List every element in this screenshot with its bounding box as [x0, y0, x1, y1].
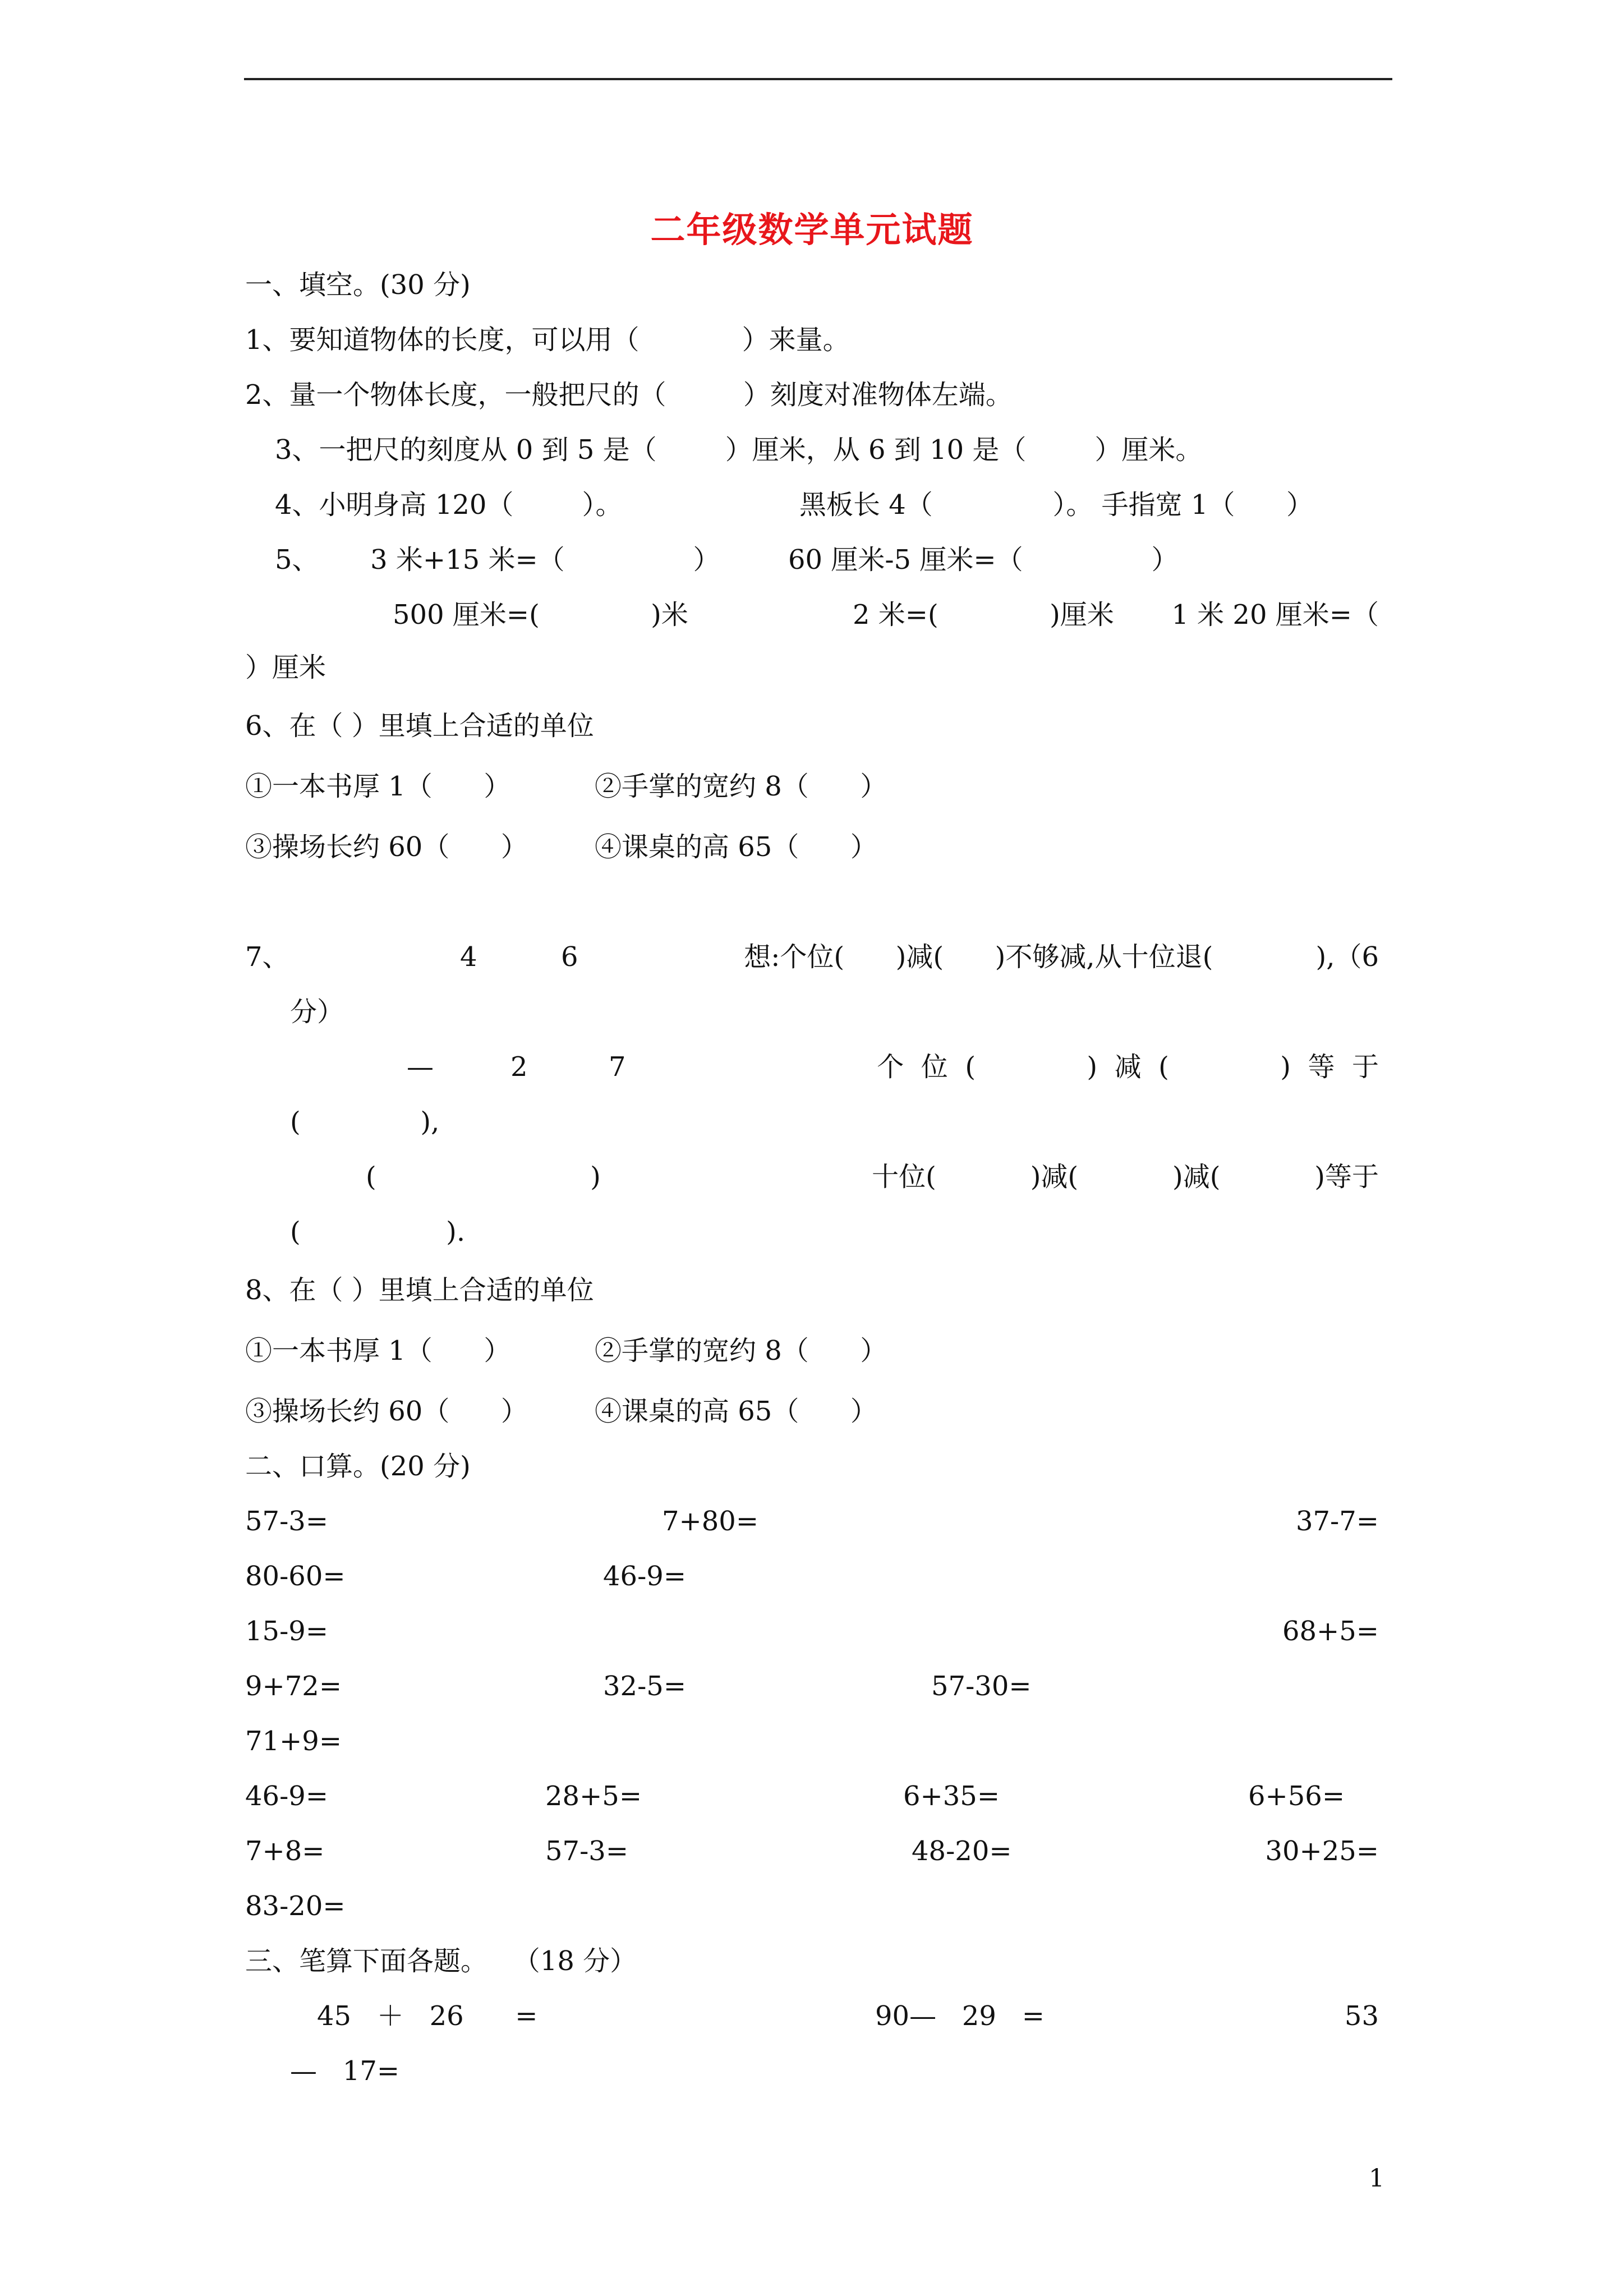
- section3-heading: 三、笔算下面各题。 （18 分）: [245, 1945, 637, 1977]
- calc-item: 48-20=: [912, 1835, 1012, 1867]
- q7-minus-sign: —: [407, 1051, 434, 1083]
- calc-item: 32-5=: [603, 1671, 687, 1702]
- written-calc-2: 90— 29 =: [875, 2000, 1045, 2032]
- q7-top-digit-2: 6: [561, 941, 578, 973]
- q7-tens-text: 十位( )减( )减( )等于: [872, 1161, 1379, 1193]
- question-6d: ④课桌的高 65（ ）: [595, 831, 877, 863]
- question-8a: ①一本书厚 1（ ）: [245, 1335, 511, 1366]
- written-calc-1: 45 ＋ 26 =: [317, 2000, 538, 2032]
- calc-item: 57-30=: [931, 1671, 1032, 1702]
- question-7-label: 7、: [245, 941, 289, 973]
- calc-item: 6+35=: [903, 1780, 1000, 1812]
- question-8d: ④课桌的高 65（ ）: [595, 1396, 877, 1427]
- question-6a: ①一本书厚 1（ ）: [245, 771, 511, 802]
- q7-think-text: 想:个位( )减( )不够减,从十位退( ),（6: [744, 941, 1379, 973]
- calc-item: 83-20=: [245, 1890, 346, 1922]
- calc-item: 46-9=: [245, 1780, 329, 1812]
- calc-item: 37-7=: [1295, 1506, 1379, 1537]
- question-2: 2、量一个物体长度，一般把尺的（ ）刻度对准物体左端。: [245, 379, 1013, 411]
- calc-item: 46-9=: [603, 1561, 687, 1592]
- calc-item: 7+8=: [245, 1835, 325, 1867]
- question-5d: 2 米=( )厘米: [853, 599, 1114, 631]
- calc-item: 57-3=: [545, 1835, 629, 1867]
- question-5b: 60 厘米-5 厘米=（ ）: [788, 544, 1179, 576]
- section2-heading: 二、口算。(20 分): [245, 1451, 471, 1482]
- written-calc-3: 53: [1344, 2000, 1379, 2032]
- question-5f: ）厘米: [245, 652, 326, 683]
- calc-item: 15-9=: [245, 1616, 329, 1647]
- q7-tens-result: ( ).: [290, 1216, 466, 1248]
- question-4a: 4、小明身高 120（ ）。: [275, 489, 623, 521]
- calc-item: 30+25=: [1265, 1835, 1379, 1867]
- question-6: 6、在（ ）里填上合适的单位: [245, 710, 594, 742]
- q7-ones-text: 个 位 ( ) 减 ( ) 等 于: [877, 1051, 1379, 1083]
- calc-item: 80-60=: [245, 1561, 346, 1592]
- header-rule: [244, 78, 1392, 80]
- calc-item: 28+5=: [545, 1780, 642, 1812]
- question-3: 3、一把尺的刻度从 0 到 5 是（ ）厘米，从 6 到 10 是（ ）厘米。: [275, 434, 1203, 466]
- q7-score: 分）: [290, 996, 344, 1028]
- q7-bottom-digit-1: 2: [510, 1051, 528, 1083]
- calc-item: 9+72=: [245, 1671, 342, 1702]
- question-4b: 黑板长 4（ ）。 手指宽 1（ ）: [799, 489, 1314, 521]
- calc-item: 6+56=: [1248, 1780, 1345, 1812]
- q7-answer-box: ( ): [366, 1161, 601, 1193]
- question-8b: ②手掌的宽约 8（ ）: [595, 1335, 887, 1366]
- q7-ones-result: ( ),: [290, 1106, 440, 1138]
- question-5c: 500 厘米=( )米: [393, 599, 688, 631]
- calc-item: 57-3=: [245, 1506, 329, 1537]
- calc-item: 71+9=: [245, 1726, 342, 1757]
- calc-item: 68+5=: [1282, 1616, 1379, 1647]
- question-8c: ③操场长约 60（ ）: [245, 1396, 528, 1427]
- page-title: 二年级数学单元试题: [650, 209, 974, 250]
- written-calc-3b: — 17=: [290, 2055, 400, 2087]
- question-5e: 1 米 20 厘米=（: [1171, 599, 1379, 631]
- page-number: 1: [1369, 2164, 1384, 2193]
- q7-bottom-digit-2: 7: [609, 1051, 626, 1083]
- q7-top-digit-1: 4: [460, 941, 477, 973]
- question-8: 8、在（ ）里填上合适的单位: [245, 1274, 594, 1306]
- question-6b: ②手掌的宽约 8（ ）: [595, 771, 887, 802]
- section1-heading: 一、填空。(30 分): [245, 269, 471, 301]
- calc-item: 7+80=: [662, 1506, 759, 1537]
- question-6c: ③操场长约 60（ ）: [245, 831, 528, 863]
- question-1: 1、要知道物体的长度，可以用（ ）来量。: [245, 324, 850, 356]
- question-5a: 5、 3 米+15 米=（ ）: [275, 544, 720, 576]
